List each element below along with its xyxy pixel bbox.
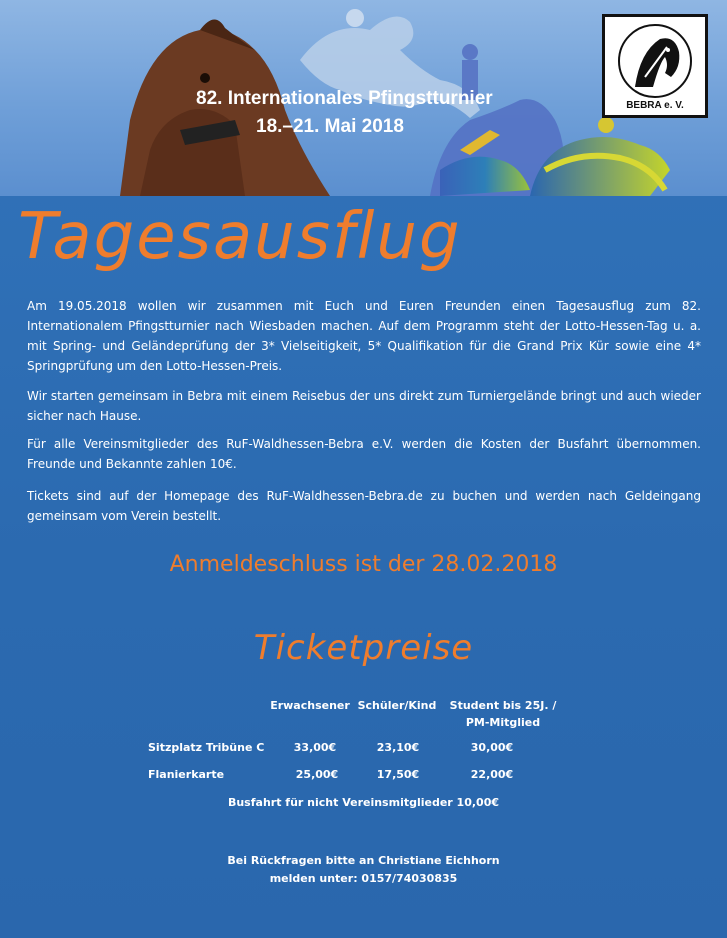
column-header-child: Schüler/Kind (357, 699, 437, 712)
contact-line-name: Bei Rückfragen bitte an Christiane Eichhorn (227, 854, 500, 867)
page-title: Tagesausflug (18, 200, 462, 274)
contact-line-phone: melden unter: 0157/74030835 (269, 872, 458, 885)
club-logo (602, 14, 708, 118)
event-banner (0, 0, 727, 196)
event-dates: 18.–21. Mai 2018 (256, 116, 404, 137)
event-name: 82. Internationales Pfingstturnier (196, 88, 493, 109)
column-header-student: Student bis 25J. / PM-Mitglied (449, 699, 557, 729)
bus-price-note: Busfahrt für nicht Vereinsmitglieder 10,00€ (227, 796, 500, 809)
tickets-heading: Ticketpreise (253, 628, 474, 668)
price-tribune-adult: 33,00€ (293, 741, 337, 754)
price-tribune-student: 30,00€ (470, 741, 514, 754)
price-flanier-adult: 25,00€ (295, 768, 339, 781)
intro-paragraph: Am 19.05.2018 wollen wir zusammen mit Euch und Euren Freunden einen Tagesausflug zum 82. Internationalem Pfingstturnier nach Wiesbaden machen. Auf dem Programm steht der Lotto-Hessen-Tag u. a. mit Spring- und Geländeprüfung der 3* Vielseitigkeit, 5* Qualifikation für die Grand Prix Kür sowie eine 4* Springprüfung um den Lotto-Hessen-Preis. (27, 299, 701, 373)
tickets-paragraph: Tickets sind auf der Homepage des RuF-Waldhessen-Bebra.de zu buchen und werden nach Geldeingang gemeinsam vom Verein bestellt. (27, 489, 701, 523)
row-label-flanier: Flanierkarte (148, 768, 225, 781)
column-header-adult: Erwachsener (270, 699, 350, 712)
row-label-tribune: Sitzplatz Tribüne C (148, 741, 265, 754)
price-flanier-student: 22,00€ (470, 768, 514, 781)
price-tribune-child: 23,10€ (376, 741, 420, 754)
registration-deadline: Anmeldeschluss ist der 28.02.2018 (169, 552, 558, 577)
price-flanier-child: 17,50€ (376, 768, 420, 781)
club-logo-text: BEBRA e. V. (626, 100, 684, 111)
costs-paragraph: Für alle Vereinsmitglieder des RuF-Waldhessen-Bebra e.V. werden die Kosten der Busfahrt übernommen. Freunde und Bekannte zahlen 10€. (27, 437, 701, 471)
bus-paragraph: Wir starten gemeinsam in Bebra mit einem Reisebus der uns direkt zum Turniergelände bringt und auch wieder sicher nach Hause. (27, 389, 701, 423)
